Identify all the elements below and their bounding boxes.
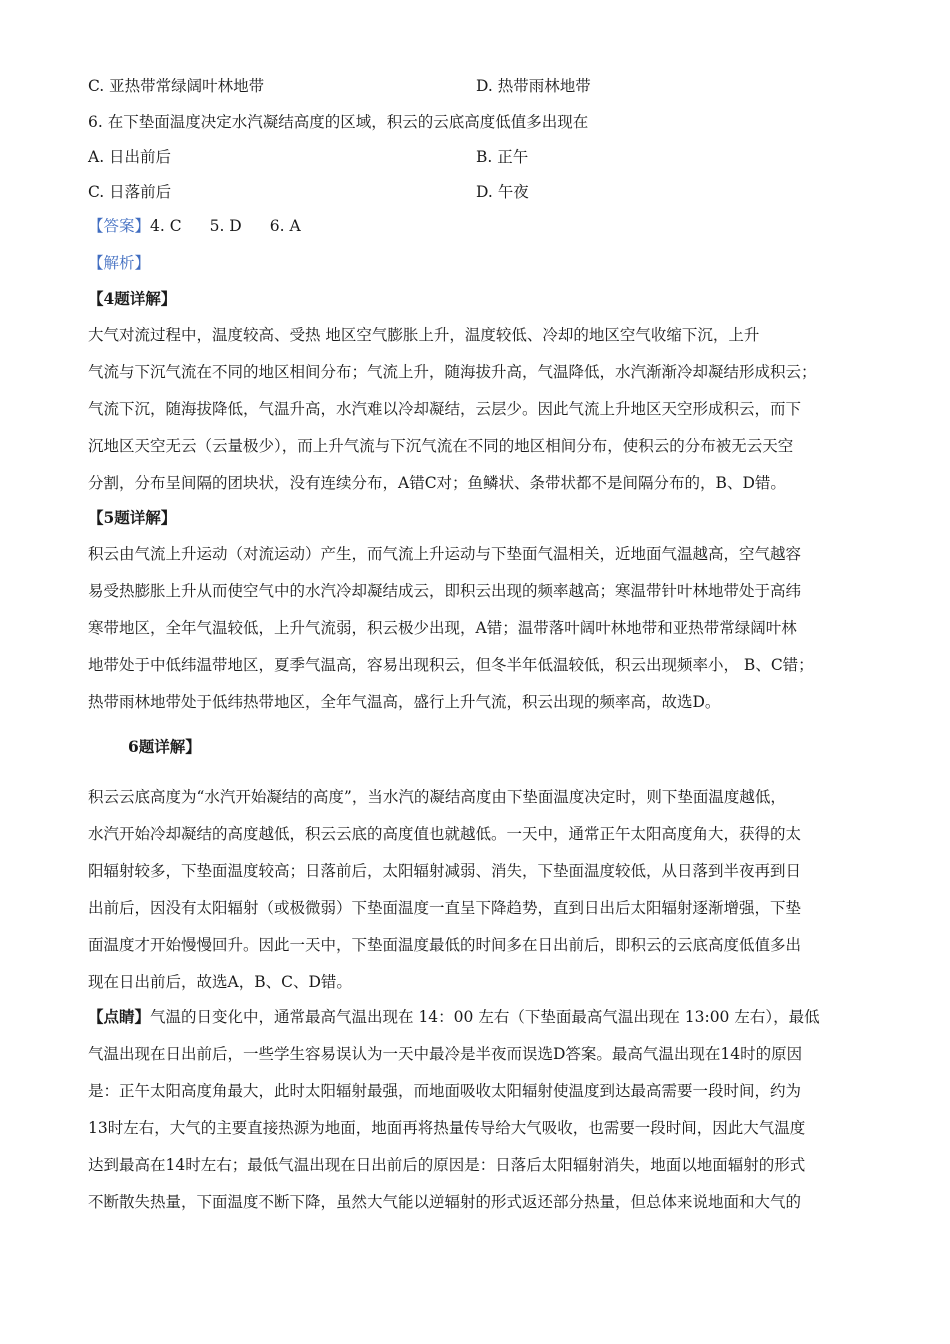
q6-detail-line: 出前后，因没有太阳辐射（或极微弱）下垫面温度一直呈下降趋势，直到日出后太阳辐射逐渐增强，下垫 [88,899,802,917]
q6-detail-line: 积云云底高度为“水汽开始凝结的高度”，当水汽的凝结高度由下垫面温度决定时，则下垫面温度越低， [88,788,786,806]
q6-option-a: A. 日出前后 [88,148,172,166]
q6-option-d: D. 午夜 [476,183,529,201]
answer-item: 6. A [269,217,301,235]
q5-detail-line: 热带雨林地带处于低纬热带地区，全年气温高，盛行上升气流，积云出现的频率高，故选D。 [88,693,721,711]
q4-detail-heading: 【4题详解】 [88,289,177,308]
tip-line: 13时左右，大气的主要直接热源为地面，地面再将热量传导给大气吸收，也需要一段时间，因此大气温度 [88,1119,806,1137]
analysis-label: 【解析】 [88,254,151,272]
q4-detail-line: 沉地区天空无云（云量极少），而上升气流与下沉气流在不同的地区相间分布，使积云的分布被无云天空 [88,437,794,455]
q5-option-c: C. 亚热带常绿阔叶林地带 [88,77,265,95]
q5-detail-heading: 【5题详解】 [88,508,177,527]
q6-option-c: C. 日落前后 [88,183,172,201]
q5-option-d: D. 热带雨林地带 [476,77,591,95]
q6-detail-line: 现在日出前后，故选A，B、C、D错。 [88,973,352,991]
q4-detail-line: 分割，分布呈间隔的团块状，没有连续分布，A错C对；鱼鳞状、条带状都不是间隔分布的，B、D错。 [88,474,786,492]
q6-detail-line: 阳辐射较多，下垫面温度较高；日落前后，太阳辐射减弱、消失，下垫面温度较低，从日落到半夜再到日 [88,862,802,880]
q4-detail-line: 气流下沉，随海拔降低，气温升高，水汽难以冷却凝结，云层少。因此气流上升地区天空形成积云，而下 [88,400,802,418]
tip-line: 达到最高在14时左右；最低气温出现在日出前后的原因是：日落后太阳辐射消失，地面以地面辐射的形式 [88,1156,806,1174]
q6-option-b: B. 正午 [476,148,529,166]
tip-line: 气温出现在日出前后，一些学生容易误认为一天中最冷是半夜而误选D答案。最高气温出现在14时的原因 [88,1045,803,1063]
q6-detail-line: 面温度才开始慢慢回升。因此一天中，下垫面温度最低的时间多在日出前后，即积云的云底高度低值多出 [88,936,802,954]
q4-detail-line: 大气对流过程中，温度较高、受热 地区空气膨胀上升，温度较低、冷却的地区空气收缩下沉，上升 [88,326,760,344]
q4-detail-line: 气流与下沉气流在不同的地区相间分布；气流上升，随海拔升高，气温降低，水汽渐渐冷却凝结形成积云； [88,363,817,381]
q5-detail-line: 积云由气流上升运动（对流运动）产生，而气流上升运动与下垫面气温相关，近地面气温越高，空气越容 [88,545,802,563]
q6-detail-line: 水汽开始冷却凝结的高度越低，积云云底的高度值也就越低。一天中，通常正午太阳高度角大，获得的太 [88,825,802,843]
q6-stem: 6. 在下垫面温度决定水汽凝结高度的区域，积云的云底高度低值多出现在 [88,113,589,131]
q6-detail-heading: 6题详解】 [128,737,201,756]
tip-label: 【点睛】 [88,1007,151,1026]
answer-item: 4. C [150,217,182,235]
q5-detail-line: 地带处于中低纬温带地区，夏季气温高，容易出现积云，但冬半年低温较低，积云出现频率小， B、C错； [88,656,814,674]
tip-first-text: 气温的日变化中，通常最高气温出现在 14：00 左右（下垫面最高气温出现在 13:00 左右），最低 [150,1008,820,1026]
answer-line [88,216,329,236]
answer-label: 【答案】 [88,217,151,235]
answer-item: 5. D [209,217,242,235]
tip-first-line [88,1007,820,1027]
q5-detail-line: 寒带地区，全年气温较低，上升气流弱，积云极少出现，A错；温带落叶阔叶林地带和亚热带常绿阔叶林 [88,619,797,637]
tip-line: 不断散失热量，下面温度不断下降，虽然大气能以逆辐射的形式返还部分热量，但总体来说地面和大气的 [88,1193,802,1211]
q5-detail-line: 易受热膨胀上升从而使空气中的水汽冷却凝结成云，即积云出现的频率越高；寒温带针叶林地带处于高纬 [88,582,802,600]
tip-line: 是：正午太阳高度角最大，此时太阳辐射最强，而地面吸收太阳辐射使温度到达最高需要一段时间，约为 [88,1082,802,1100]
